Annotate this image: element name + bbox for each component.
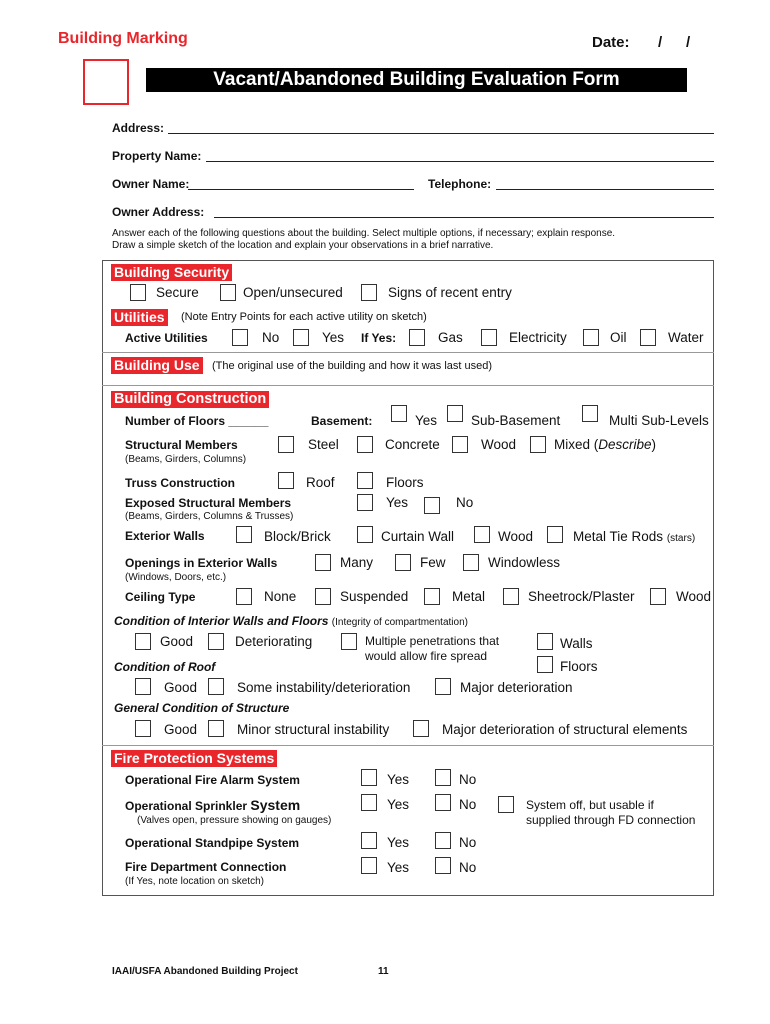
divider [102,352,714,353]
ceiling-none-checkbox[interactable] [236,588,252,605]
sprinkler-no-checkbox[interactable] [435,794,451,811]
date-separator: / [658,34,663,51]
form-title: Vacant/Abandoned Building Evaluation Form [213,69,620,90]
roof-major-label: Major deterioration [460,680,573,695]
gas-checkbox[interactable] [409,329,425,346]
exposed-yes-checkbox[interactable] [357,494,373,511]
interior-floors-label: Floors [560,659,598,674]
wood-label: Wood [481,437,517,452]
exposed-members-sub: (Beams, Girders, Columns & Trusses) [125,511,294,522]
sprinkler-sub: (Valves open, pressure showing on gauges) [137,815,332,826]
fire-alarm-label: Operational Fire Alarm System [125,773,300,787]
roof-major-checkbox[interactable] [435,678,451,695]
open-unsecured-checkbox[interactable] [220,284,236,301]
structure-condition-label: General Condition of Structure [114,701,290,715]
title-bar [146,68,687,92]
fire-alarm-yes-label: Yes [387,772,410,787]
if-yes-label: If Yes: [361,331,397,345]
truss-roof-label: Roof [306,475,335,490]
building-marking-label: Building Marking [58,30,188,47]
basement-label: Basement: [311,414,373,428]
truss-floors-label: Floors [386,475,424,490]
few-label: Few [420,555,446,570]
openings-label: Openings in Exterior Walls [125,556,278,570]
openings-sub: (Windows, Doors, etc.) [125,572,227,583]
owner-address-field[interactable] [214,217,714,218]
sprinkler-no-label: No [459,797,477,812]
ceiling-none-label: None [264,589,297,604]
interior-condition-text: Condition of Interior Walls and Floors [114,614,329,628]
building-marking-box[interactable] [83,59,129,105]
active-utilities-label: Active Utilities [125,331,208,345]
windowless-checkbox[interactable] [463,554,479,571]
many-label: Many [340,555,374,570]
electricity-label: Electricity [509,330,567,345]
ceiling-metal-label: Metal [452,589,486,604]
open-unsecured-label: Open/unsecured [243,285,343,300]
steel-checkbox[interactable] [278,436,294,453]
water-label: Water [668,330,704,345]
signs-entry-label: Signs of recent entry [388,285,512,300]
concrete-checkbox[interactable] [357,436,373,453]
page-number: 11 [378,966,389,977]
ext-wood-label: Wood [498,529,534,544]
many-checkbox[interactable] [315,554,331,571]
electricity-checkbox[interactable] [481,329,497,346]
fdc-sub: (If Yes, note location on sketch) [125,876,264,887]
truss-construction-label: Truss Construction [125,476,236,490]
sheetrock-label: Sheetrock/Plaster [528,589,635,604]
standpipe-yes-label: Yes [387,835,410,850]
structure-minor-label: Minor structural instability [237,722,390,737]
fdc-no-checkbox[interactable] [435,857,451,874]
ceiling-type-label: Ceiling Type [125,590,196,604]
exposed-no-label: No [456,495,474,510]
utilities-yes-label: Yes [322,330,345,345]
interior-condition-note: (Integrity of compartmentation) [331,617,468,628]
interior-floors-checkbox[interactable] [537,656,553,673]
suspended-checkbox[interactable] [315,588,331,605]
sub-basement-checkbox[interactable] [447,405,463,422]
roof-condition-label: Condition of Roof [114,660,216,674]
multiple-penetrations-label-2: would allow fire spread [365,649,488,663]
sub-basement-label: Sub-Basement [471,413,561,428]
structural-members-label: Structural Members [125,438,238,452]
section-heading-fire: Fire Protection Systems [111,750,277,767]
few-checkbox[interactable] [395,554,411,571]
mixed-label [554,437,656,452]
fire-alarm-no-checkbox[interactable] [435,769,451,786]
sprinkler-system-text: System [250,797,301,813]
wood-checkbox[interactable] [452,436,468,453]
basement-yes-label: Yes [415,413,438,428]
utilities-yes-checkbox[interactable] [293,329,309,346]
section-heading-security: Building Security [111,264,232,281]
utilities-note: (Note Entry Points for each active utility on sketch) [181,311,427,323]
instructions-line: Draw a simple sketch of the location and explain your observations in a brief narrative. [112,240,494,251]
sprinkler-text: Operational Sprinkler [125,799,251,813]
structure-major-checkbox[interactable] [413,720,429,737]
deteriorating-label: Deteriorating [235,634,313,649]
roof-good-label: Good [164,680,198,695]
curtain-wall-checkbox[interactable] [357,526,373,543]
mixed-text: Mixed ( [554,437,599,452]
date-label: Date: [592,34,630,51]
utilities-no-checkbox[interactable] [232,329,248,346]
secure-label: Secure [156,285,199,300]
exposed-no-checkbox[interactable] [424,497,440,514]
ceiling-wood-checkbox[interactable] [650,588,666,605]
basement-yes-checkbox[interactable] [391,405,407,422]
fire-alarm-yes-checkbox[interactable] [361,769,377,786]
structure-minor-checkbox[interactable] [208,720,224,737]
sprinkler-yes-checkbox[interactable] [361,794,377,811]
date-separator: / [686,34,691,51]
mixed-close: ) [651,437,657,452]
exposed-members-label: Exposed Structural Members [125,496,292,510]
interior-good-label: Good [160,634,194,649]
instructions-line: Answer each of the following questions about the building. Select multiple options, if necessary; explain response. [112,228,616,239]
utilities-no-label: No [262,330,280,345]
owner-name-field[interactable] [188,189,414,190]
structure-good-checkbox[interactable] [135,720,151,737]
multiple-penetrations-checkbox[interactable] [341,633,357,650]
standpipe-no-label: No [459,835,477,850]
roof-some-checkbox[interactable] [208,678,224,695]
stars-note: (stars) [666,533,696,544]
property-name-field[interactable] [206,161,714,162]
interior-condition-label [114,614,468,628]
fdc-no-label: No [459,860,477,875]
ext-wood-checkbox[interactable] [474,526,490,543]
curtain-wall-label: Curtain Wall [381,529,455,544]
standpipe-no-checkbox[interactable] [435,832,451,849]
interior-good-checkbox[interactable] [135,633,151,650]
interior-walls-checkbox[interactable] [537,633,553,650]
standpipe-label: Operational Standpipe System [125,836,300,850]
oil-checkbox[interactable] [583,329,599,346]
sheetrock-checkbox[interactable] [503,588,519,605]
concrete-label: Concrete [385,437,440,452]
truss-floors-checkbox[interactable] [357,472,373,489]
steel-label: Steel [308,437,339,452]
fdc-label: Fire Department Connection [125,860,287,874]
telephone-label: Telephone: [428,177,492,191]
block-brick-checkbox[interactable] [236,526,252,543]
gas-label: Gas [438,330,463,345]
suspended-label: Suspended [340,589,409,604]
metal-tie-rods-label [573,529,695,544]
sprinkler-label [125,797,300,813]
divider [102,385,714,386]
exterior-walls-label: Exterior Walls [125,529,205,543]
divider [102,745,714,746]
roof-good-checkbox[interactable] [135,678,151,695]
address-field[interactable] [168,133,714,134]
signs-entry-checkbox[interactable] [361,284,377,301]
number-of-floors-label: Number of Floors ______ [125,414,269,428]
structure-good-label: Good [164,722,198,737]
structure-major-label: Major deterioration of structural elements [442,722,688,737]
system-off-label-2: supplied through FD connection [526,813,696,827]
secure-checkbox[interactable] [130,284,146,301]
ceiling-wood-label: Wood [676,589,712,604]
system-off-checkbox[interactable] [498,796,514,813]
standpipe-yes-checkbox[interactable] [361,832,377,849]
truss-roof-checkbox[interactable] [278,472,294,489]
building-use-note: (The original use of the building and how it was last used) [212,360,493,372]
describe-text: Describe [598,437,652,452]
structural-members-sub: (Beams, Girders, Columns) [125,454,247,465]
section-heading-utilities: Utilities [111,309,168,326]
fdc-yes-label: Yes [387,860,410,875]
sprinkler-yes-label: Yes [387,797,410,812]
telephone-field[interactable] [496,189,714,190]
deteriorating-checkbox[interactable] [208,633,224,650]
mixed-checkbox[interactable] [530,436,546,453]
ceiling-metal-checkbox[interactable] [424,588,440,605]
footer-project: IAAI/USFA Abandoned Building Project [112,966,298,977]
address-label: Address: [112,121,165,135]
section-heading-use: Building Use [111,357,203,374]
windowless-label: Windowless [488,555,561,570]
metal-tie-rods-text: Metal Tie Rods [573,529,664,544]
owner-name-label: Owner Name: [112,177,190,191]
metal-tie-rods-checkbox[interactable] [547,526,563,543]
multiple-penetrations-label: Multiple penetrations that [365,634,500,648]
fire-alarm-no-label: No [459,772,477,787]
exposed-yes-label: Yes [386,495,409,510]
fdc-yes-checkbox[interactable] [361,857,377,874]
water-checkbox[interactable] [640,329,656,346]
multi-sub-levels-checkbox[interactable] [582,405,598,422]
owner-address-label: Owner Address: [112,205,205,219]
roof-some-label: Some instability/deterioration [237,680,411,695]
section-heading-construction: Building Construction [111,391,269,408]
interior-walls-label: Walls [560,636,593,651]
property-name-label: Property Name: [112,149,202,163]
oil-label: Oil [610,330,627,345]
system-off-label: System off, but usable if [526,798,654,812]
block-brick-label: Block/Brick [264,529,331,544]
multi-sub-levels-label: Multi Sub-Levels [609,413,709,428]
